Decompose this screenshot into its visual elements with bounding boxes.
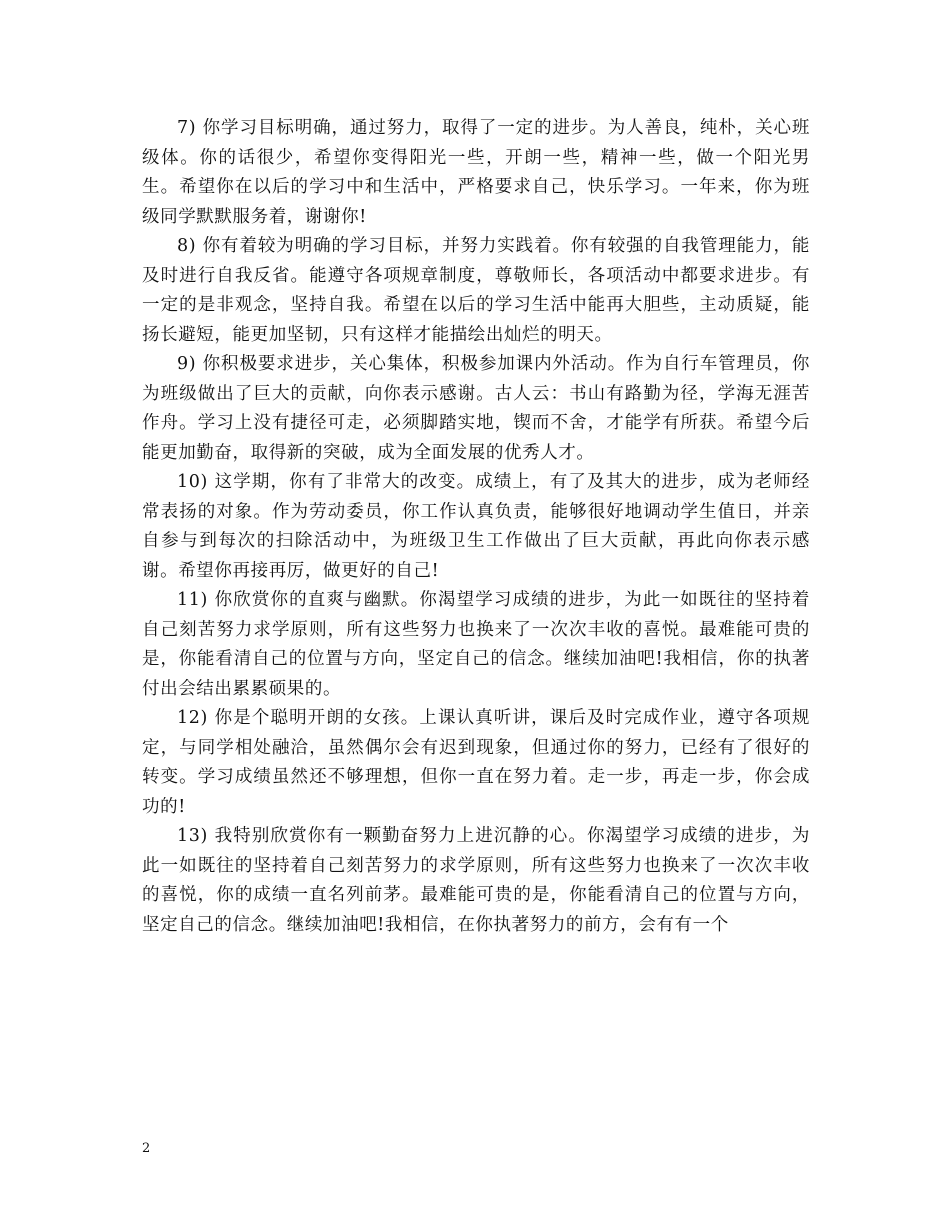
- document-body: [142, 114, 810, 940]
- paragraph-7: 7) 你学习目标明确，通过努力，取得了一定的进步。为人善良，纯朴，关心班级体。你的话很少，希望你变得阳光一些，开朗一些，精神一些，做一个阳光男生。希望你在以后的学习中和生活中，严格要求自己，快乐学习。一年来，你为班级同学默默服务着，谢谢你!: [142, 118, 810, 227]
- paragraph-9: 9) 你积极要求进步，关心集体，积极参加课内外活动。作为自行车管理员，你为班级做出了巨大的贡献，向你表示感谢。古人云：书山有路勤为径，学海无涯苦作舟。学习上没有捷径可走，必须脚踏实地，锲而不舍，才能学有所获。希望今后能更加勤奋，取得新的突破，成为全面发展的优秀人才。: [142, 354, 810, 463]
- page-number: 2: [142, 1141, 151, 1156]
- paragraph-8: 8) 你有着较为明确的学习目标，并努力实践着。你有较强的自我管理能力，能及时进行自我反省。能遵守各项规章制度，尊敬师长，各项活动中都要求进步。有一定的是非观念，坚持自我。希望在以后的学习生活中能再大胆些，主动质疑，能扬长避短，能更加坚韧，只有这样才能描绘出灿烂的明天。: [142, 236, 810, 345]
- paragraph-12: 12) 你是个聪明开朗的女孩。上课认真听讲，课后及时完成作业，遵守各项规定，与同学相处融洽，虽然偶尔会有迟到现象，但通过你的努力，已经有了很好的转变。学习成绩虽然还不够理想，但你一直在努力着。走一步，再走一步，你会成功的!: [142, 708, 810, 817]
- paragraph-11: 11) 你欣赏你的直爽与幽默。你渴望学习成绩的进步，为此一如既往的坚持着自己刻苦努力求学原则，所有这些努力也换来了一次次丰收的喜悦。最难能可贵的是，你能看清自己的位置与方向，坚定自己的信念。继续加油吧!我相信，你的执著付出会结出累累硕果的。: [142, 590, 810, 699]
- paragraph-10: 10) 这学期，你有了非常大的改变。成绩上，有了及其大的进步，成为老师经常表扬的对象。作为劳动委员，你工作认真负责，能够很好地调动学生值日，并亲自参与到每次的扫除活动中，为班级卫生工作做出了巨大贡献，再此向你表示感谢。希望你再接再厉，做更好的自己!: [142, 472, 810, 581]
- paragraph-13: 13) 我特别欣赏你有一颗勤奋努力上进沉静的心。你渴望学习成绩的进步，为此一如既往的坚持着自己刻苦努力的求学原则，所有这些努力也换来了一次次丰收的喜悦，你的成绩一直名列前茅。最难能可贵的是，你能看清自己的位置与方向，坚定自己的信念。继续加油吧!我相信，在你执著努力的前方，会有有一个: [142, 826, 810, 935]
